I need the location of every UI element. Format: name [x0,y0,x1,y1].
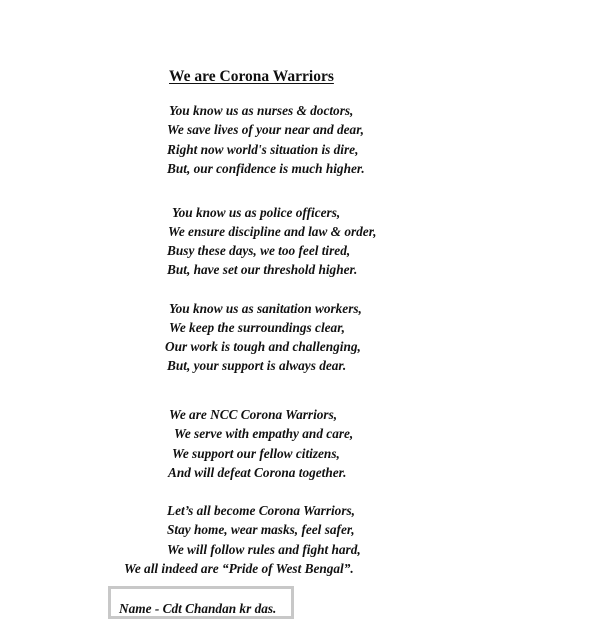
poem-line: We support our fellow citizens, [172,446,340,461]
signature-text: Name - Cdt Chandan kr das. [119,601,277,616]
poem-line: Stay home, wear masks, feel safer, [167,522,355,537]
poem-line: We keep the surroundings clear, [169,320,345,335]
poem-line: But, your support is always dear. [167,358,347,373]
poem-title: We are Corona Warriors [169,68,334,85]
poem-line: We will follow rules and fight hard, [167,542,361,557]
poem-line: Let’s all become Corona Warriors, [167,503,356,518]
signature-box [108,586,294,619]
poem-line: We all indeed are “Pride of West Bengal”. [124,561,354,576]
poem-line: Our work is tough and challenging, [165,339,361,354]
poem-line: You know us as nurses & doctors, [169,103,354,118]
poem-line: You know us as police officers, [172,205,341,220]
poem-line: We ensure discipline and law & order, [168,224,377,239]
poem-line: But, our confidence is much higher. [167,161,365,176]
poem-line: But, have set our threshold higher. [167,262,358,277]
poem-line: Right now world's situation is dire, [167,142,359,157]
poem-line: You know us as sanitation workers, [169,301,362,316]
poem-line: We save lives of your near and dear, [167,122,364,137]
poem-line: Busy these days, we too feel tired, [167,243,351,258]
poem-line: We are NCC Corona Warriors, [169,407,338,422]
poem-line: We serve with empathy and care, [174,426,354,441]
poem-line: And will defeat Corona together. [168,465,347,480]
